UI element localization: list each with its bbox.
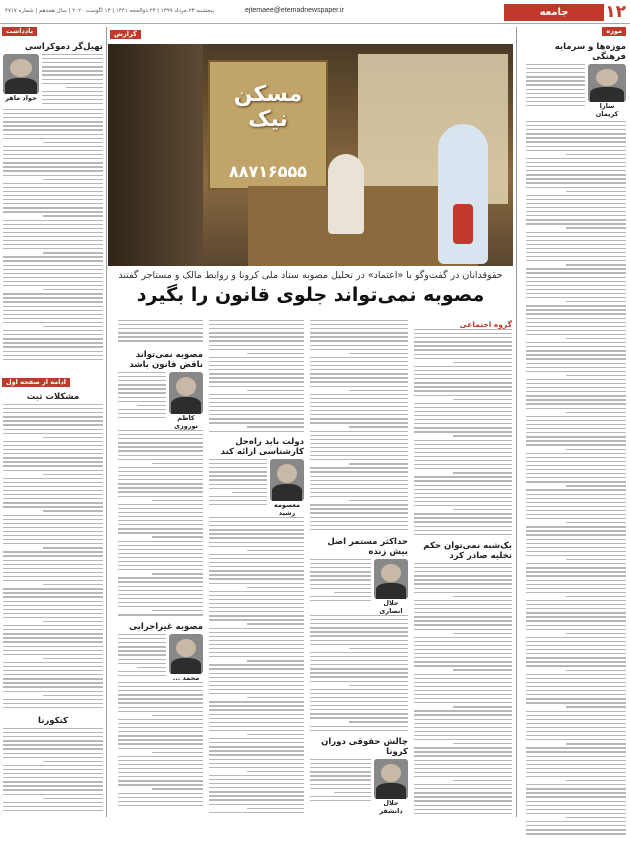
quote-title-6: چالش حقوقی دوران کرونا	[321, 737, 408, 757]
section-label: جامعه	[504, 4, 604, 21]
page-number: ۱۲	[605, 2, 626, 22]
right-column	[526, 40, 626, 841]
report-tag: گزارش	[110, 30, 141, 39]
col1-text-2	[414, 563, 512, 818]
page-header	[0, 2, 630, 24]
headline-block	[108, 270, 513, 306]
right-author-name: سارا کریمان	[595, 102, 619, 118]
col1-text-1	[414, 329, 512, 539]
bottom-title: کنکورنا	[38, 716, 68, 726]
left-column-tag: یادداشت	[2, 27, 37, 36]
quote-portrait-3	[169, 634, 203, 674]
col2-text-1	[310, 320, 408, 535]
right-column-body	[526, 121, 626, 841]
author-portrait	[588, 64, 626, 102]
section-email: ejtemaee@etemadnewspaper.ir	[245, 7, 344, 14]
quote-title-5: حداکثر مستمر اصل بیش زنده	[327, 537, 408, 557]
box-tag: ادامه از صفحه اول	[2, 378, 70, 387]
right-column-tag: موزه	[602, 27, 626, 36]
left-column-title: تهیل‌گر دموکراسی	[24, 42, 103, 52]
photo-shop-sign: مسکن نیک ۸۸۷۱۶۵۵۵	[208, 60, 328, 190]
main-photo	[108, 44, 513, 266]
quote-portrait-2	[270, 459, 304, 501]
quote-title-1: مصوبه نمی‌تواند ناقض قانون باشد	[129, 350, 203, 370]
quote-portrait-5	[374, 559, 408, 599]
main-headline: مصوبه نمی‌تواند جلوی قانون را بگیرد	[136, 284, 485, 306]
quote-title-2: دولت باید راه‌حل کارشناسی ارائه کند	[220, 437, 304, 457]
quote-title-3: مصوبه غیراجرایی	[129, 622, 203, 632]
main-body-col-1	[414, 320, 512, 818]
main-body-col-4: مصوبه نمی‌تواند ناقض قانون باشد کاظم نوروزی مصوبه غیراجرایی محمد ...	[118, 320, 203, 812]
left-author-portrait	[3, 54, 39, 94]
right-column-title: موزه‌ها و سرمایه فرهنگی	[554, 42, 626, 62]
subheadline: حقوقدانان در گفت‌وگو با «اعتماد» در تحلیل مصوبه ستاد ملی کرونا و روابط مالک و مستاجر گفتند	[118, 270, 503, 281]
main-body-col-2: حداکثر مستمر اصل بیش زنده جلال انصاری چالش حقوقی دوران کرونا جلال دانشفر	[310, 320, 408, 815]
dateline: پنجشنبه ۲۳ مرداد ۱۳۹۹ | ۲۳ ذوالحجه ۱۴۴۱ | ۱۳ اگوست ۲۰۲۰ | سال هجدهم | شماره ۴۷۱۷	[5, 8, 215, 14]
quote-title-4: یک‌شبه نمی‌توان حکم تخلیه صادر کرد	[423, 541, 512, 561]
quote-portrait-6	[374, 759, 408, 799]
quote-portrait-1	[169, 372, 203, 414]
left-box	[3, 390, 103, 818]
group-label: گروه اجتماعی	[459, 320, 512, 329]
main-body-col-3: دولت باید راه‌حل کارشناسی ارائه کند معصومه رشید	[209, 320, 304, 817]
box-title: مشکلات ثبت	[26, 392, 80, 402]
left-column: تهیل‌گر دموکراسی جواد ماهر	[3, 40, 103, 364]
